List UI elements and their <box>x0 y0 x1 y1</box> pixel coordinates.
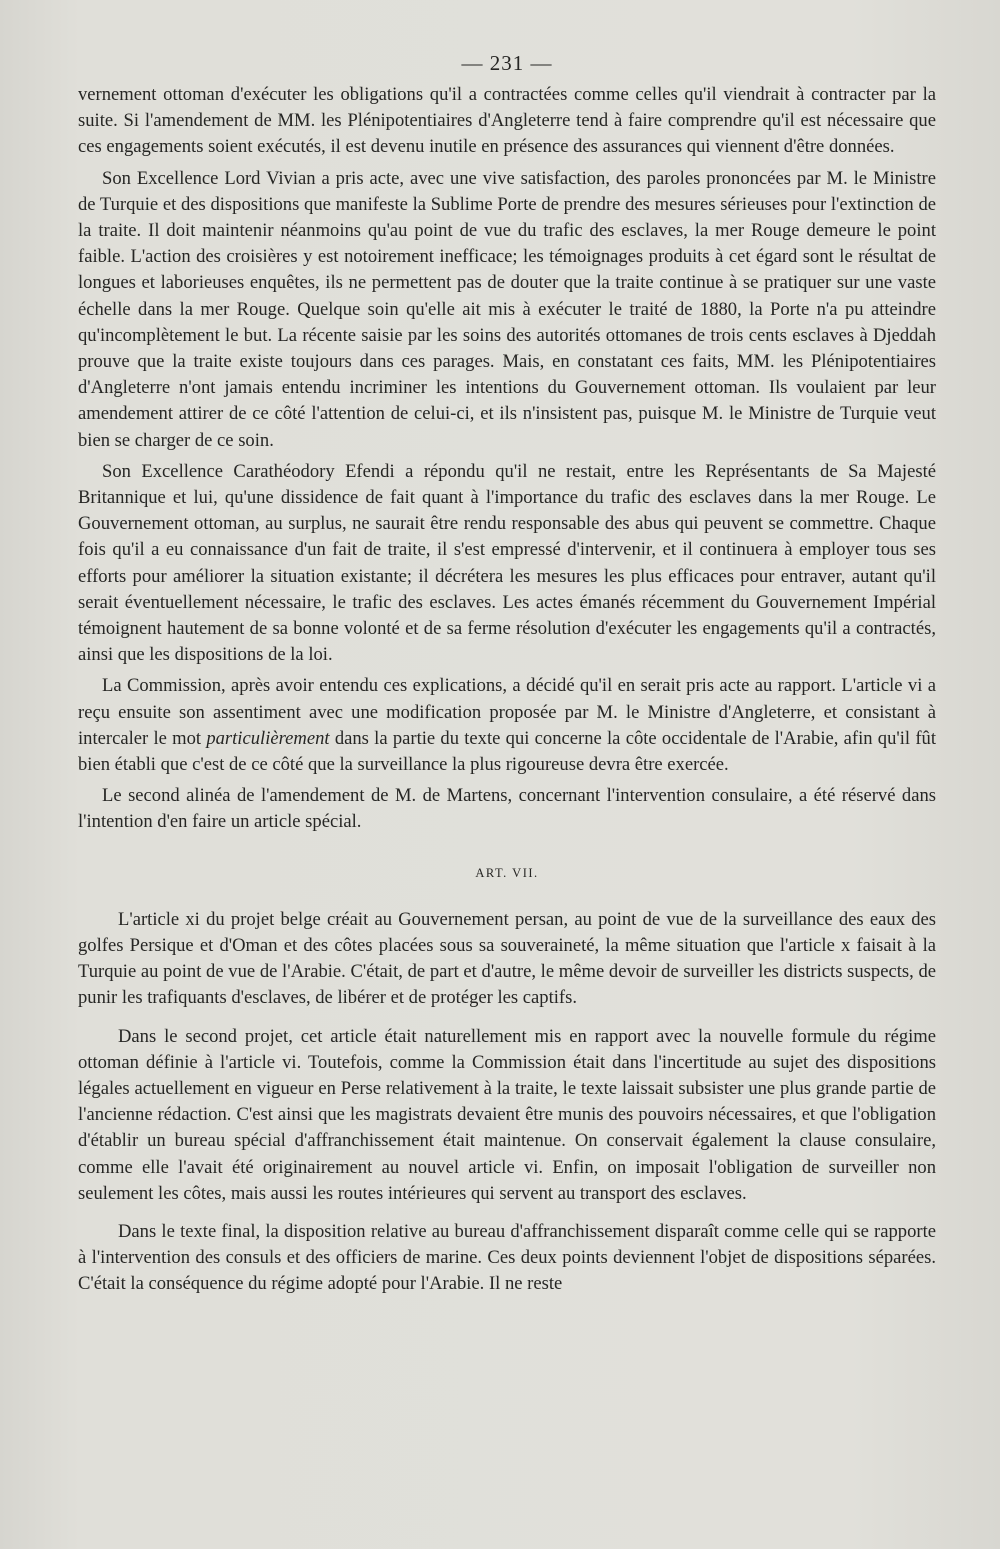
page-number: — 231 — <box>461 51 553 75</box>
body-text <box>78 82 936 1298</box>
paragraph-caratheodory: Son Excellence Carathéodory Efendi a répondu qu'il ne restait, entre les Représentants de Sa Majesté Britannique et lui, qu'une dissidence de fait quant à l'importance du trafic des esclaves dans la mer Rouge. Le Gouvernement ottoman, au surplus, ne saurait être rendu responsable des abus qui peuvent se commettre. Chaque fois qu'il a eu connaissance d'un fait de traite, il s'est empressé d'intervenir, et il continuera à employer tous ses efforts pour améliorer la situation existante; il décrétera les mesures les plus efficaces pour entraver, autant qu'il serait éventuellement nécessaire, le trafic des esclaves. Les actes émanés récemment du Gouvernement Impérial témoignent hautement de sa bonne volonté et de sa ferme résolution d'exécuter les engagements qu'il a contractés, ainsi que les dispositions de la loi. <box>78 460 936 666</box>
paragraph-continuation: vernement ottoman d'exécuter les obligations qu'il a contractées comme celles qu'il viendrait à contracter par la suite. Si l'amendement de MM. les Plénipotentiaires d'Angleterre tend à faire comprendre qu'il est nécessaire que ces engagements soient exécutés, il est devenu inutile en présence des assurances qui viennent d'être données. <box>78 84 936 158</box>
paragraph-commission-text-after: dans la partie du texte qui concerne la côte occidentale de l'Arabie, afin qu'il fût bien établi que c'est de ce côté que la surveillance la plus rigoureuse devra être exercée. <box>78 727 936 776</box>
paragraph-second-projet: Dans le second projet, cet article était naturellement mis en rapport avec la nouvelle formule du régime ottoman définie à l'article vi. Toutefois, comme la Commission était dans l'incertitude au sujet des dispositions légales actuellement en vigueur en Perse relativement à la traite, le texte laissait subsister une plus grande partie de l'ancienne rédaction. C'est ainsi que les magistrats devaient être munis des pouvoirs nécessaires, et que l'obligation d'établir un bureau spécial d'affranchissement était maintenue. On conservait également la clause consulaire, comme elle l'avait été originairement au nouvel article vi. Enfin, on imposait l'obligation de surveiller non seulement les côtes, mais aussi les routes intérieures qui servent au transport des esclaves. <box>78 1025 936 1204</box>
paragraph-texte-final: Dans le texte final, la disposition relative au bureau d'affranchissement disparaît comme celle qui se rapporte à l'intervention des consuls et des officiers de marine. Ces deux points deviennent l'objet de dispositions séparées. C'était la conséquence du régime adopté pour l'Arabie. Il ne reste <box>78 1220 936 1295</box>
paragraph-article-xi: L'article xi du projet belge créait au Gouvernement persan, au point de vue de la surveillance des eaux des golfes Persique et d'Oman et des côtes placées sous sa souveraineté, la même situation que l'article x faisait à la Turquie au point de vue de l'Arabie. C'était, de part et d'autre, le même devoir de surveiller les districts suspects, de punir les trafiquants d'esclaves, de libérer et de protéger les captifs. <box>78 908 936 1009</box>
paragraph-commission <box>78 673 936 778</box>
paragraph-reserve: Le second alinéa de l'amendement de M. de Martens, concernant l'intervention consulaire, a été réservé dans l'intention d'en faire un article spécial. <box>78 785 936 833</box>
paragraph-commission-text-before: La Commission, après avoir entendu ces explications, a décidé qu'il en serait pris acte au rapport. L'article vi a reçu ensuite son assentiment avec une modification proposée par M. le Ministre d'Angleterre, et consistant à intercaler le mot <box>78 675 936 749</box>
section-heading-art-vii: ART. VII. <box>475 865 539 880</box>
italic-term: particulièrement <box>206 727 330 749</box>
paragraph-lord-vivian: Son Excellence Lord Vivian a pris acte, avec une vive satisfaction, des paroles prononcées par M. le Ministre de Turquie et des dispositions que manifeste la Sublime Porte de prendre des mesures sérieuses pour l'extinction de la traite. Il doit maintenir néanmoins qu'au point de vue du trafic des esclaves, la mer Rouge demeure le point faible. L'action des croisières y est notoirement inefficace; les témoignages produits à cet égard sont le résultat de longues et laborieuses enquêtes, ils ne permettent pas de douter que la traite continue à se pratiquer sur une vaste échelle dans la mer Rouge. Quelque soin qu'elle ait mis à exécuter le traité de 1880, la Porte n'a pu atteindre qu'incomplètement le but. La récente saisie par les soins des autorités ottomanes de trois cents esclaves à Djeddah prouve que la traite existe toujours dans ces parages. Mais, en constatant ces faits, MM. les Plénipotentiaires d'Angleterre n'ont jamais entendu incriminer les intentions du Gouvernement ottoman. Ils voulaient par leur amendement attirer de ce côté l'attention de celui-ci, et ils n'insistent pas, puisque M. le Ministre de Turquie veut bien se charger de ce soin. <box>78 167 936 451</box>
